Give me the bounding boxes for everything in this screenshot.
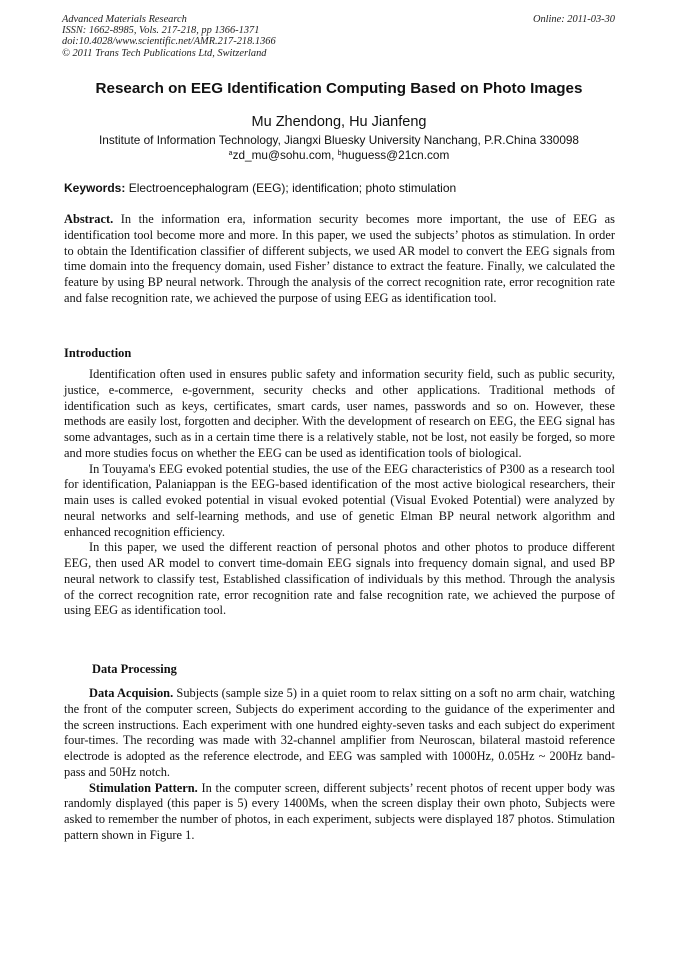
- affiliation: Institute of Information Technology, Jiangxi Bluesky University Nanchang, P.R.China 330098: [98, 133, 579, 147]
- intro-paragraph: In this paper, we used the different reaction of personal photos and other photos to produce different EEG, then used AR model to convert time-domain EEG signals into frequency domain signal, and used BP neural network to classify test, Established classification of individuals by this method. Through the analysis of the correct recognition rate, error recognition rate and false recognition rate, we achieved the purpose of using EEG as identification tool.: [64, 540, 615, 618]
- journal-issn: ISSN: 1662-8985, Vols. 217-218, pp 1366-1371: [62, 25, 260, 37]
- keywords: [64, 181, 616, 195]
- online-date: Online: 2011-03-30: [532, 14, 615, 25]
- email-mark-b: b: [337, 150, 342, 157]
- author-list: Mu Zhendong, Hu Jianfeng: [251, 114, 427, 130]
- introduction-body: [64, 367, 615, 619]
- journal-header: [62, 14, 615, 59]
- paper-title: Research on EEG Identification Computing Based on Photo Images: [95, 80, 583, 97]
- abstract-text: In the information era, information security becomes more important, the use of EEG as identification tool become more and more. In this paper, we used the subjects’ photos as stimulation. In order to obtain the Identification classifier of different subjects, we used AR model to convert the EEG signals from time domain into the frequency domain, used Fisher’ distance to extract the feature. Finally, we calculated the feature by using BP neural network. Through the analysis of the correct recognition rate, error recognition rate and false recognition rate, we achieved the purpose of using EEG as identification tool.: [64, 212, 615, 305]
- stimulation-pattern-paragraph: [64, 781, 615, 844]
- intro-paragraph: In Touyama's EEG evoked potential studies, the use of the EEG characteristics of P300 as a research tool for identification, Palaniappan is the EEG-based identification of the most active biological researchers, their main uses is called evoked potential in visual evoked potential (Visual Evoked Potential) were analyzed by neural networks and self-learning methods, and use of genetic Elman BP neural network algorithm and enhanced recognition efficiency.: [64, 461, 615, 539]
- data-acquisition-paragraph: [64, 686, 615, 781]
- email-a: zd_mu@sohu.com,: [232, 148, 338, 162]
- introduction-heading: Introduction: [64, 346, 132, 360]
- affiliation-block: [40, 133, 638, 162]
- copyright-line: © 2011 Trans Tech Publications Ltd, Switzerland: [62, 47, 267, 59]
- intro-paragraph: Identification often used in ensures public safety and information security field, such as public security, justice, e-commerce, e-government, security checks and other applications. Traditional methods of identification such as keys, certificates, smart cards, user names, passwords and so on. However, these methods are easily lost, forgotten and decipher. With the development of research on EEG, the EEG signal has some advantages, such as in a certain time there is a relatively stable, not be lost, not easily be forged, so more and more studies focus on whether the EEG can be used as identification tools of biological.: [64, 367, 615, 460]
- journal-doi: doi:10.4028/www.scientific.net/AMR.217-218.1366: [62, 36, 276, 48]
- data-acquisition-label: Data Acquision.: [89, 686, 174, 700]
- abstract-label: Abstract.: [64, 212, 114, 226]
- stimulation-pattern-label: Stimulation Pattern.: [89, 780, 198, 795]
- data-processing-body: [64, 686, 615, 844]
- stimulation-pattern-text: In the computer screen, different subjects’ recent photos of recent upper body was randomly displayed (this paper is 5) every 1400Ms, when the screen display their own photo, Subjects were asked to remember the number of photos, in each experiment, subjects were displayed 187 photos. Stimulation pattern shown in Figure 1.: [64, 780, 616, 842]
- email-b: huguess@21cn.com: [341, 148, 450, 162]
- author-emails: [40, 147, 638, 162]
- journal-name: Advanced Materials Research: [62, 14, 187, 25]
- keywords-label: Keywords:: [64, 181, 126, 195]
- data-processing-heading: Data Processing: [92, 662, 177, 676]
- keywords-text: Electroencephalogram (EEG); identification; photo stimulation: [125, 181, 457, 195]
- email-mark-a: a: [228, 150, 233, 157]
- abstract: [64, 212, 615, 307]
- data-acquisition-text: Subjects (sample size 5) in a quiet room to relax sitting on a soft no arm chair, watching the front of the computer screen, Subjects do experiment according to the guidance of the experimenter and the screen instructions. Each experiment with one hundred eighty-seven tasks and each subject do experiment four-times. The recording was made with 32-channel amplifier from Neuroscan, bilateral mastoid reference electrode is adopted as the reference electrode, and EEG was sampled with 1000Hz, 0.05Hz ~ 200Hz band-pass and 50Hz notch.: [64, 686, 616, 779]
